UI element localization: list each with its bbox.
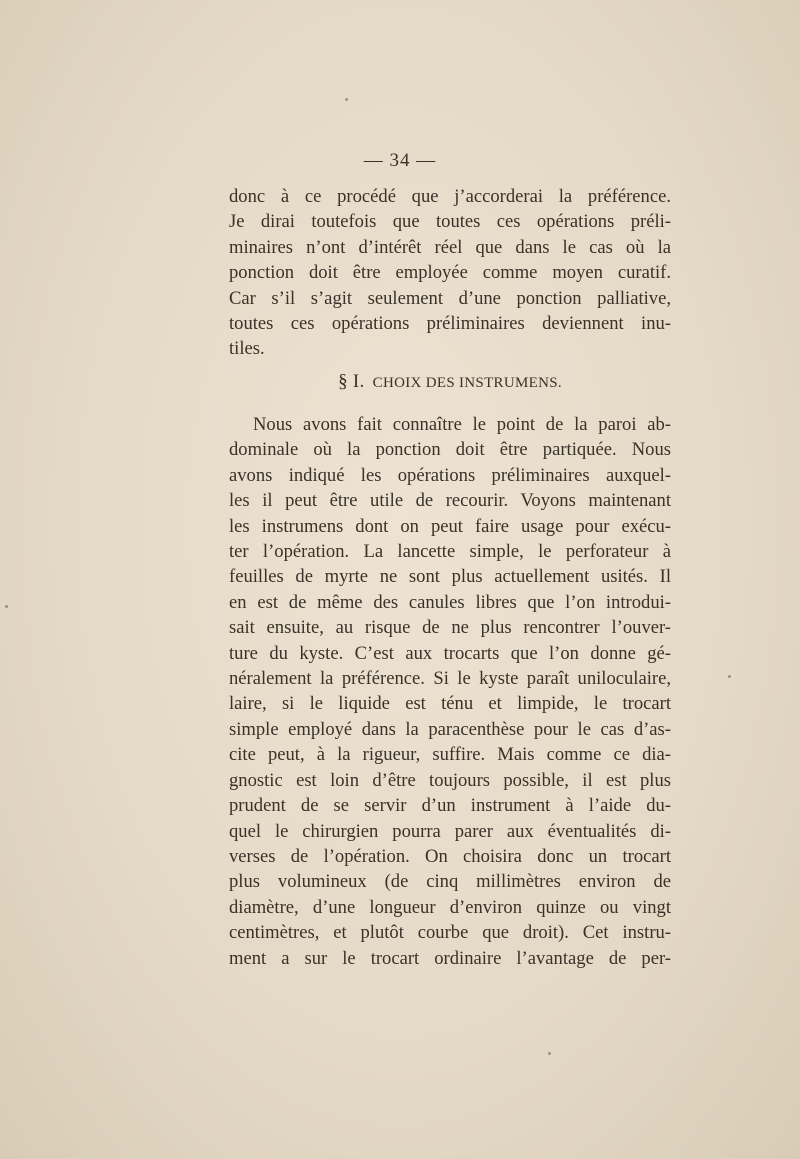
- text-line: ment a sur le trocart ordinaire l’avantage de per-: [229, 947, 671, 969]
- text-line: simple employé dans la paracenthèse pour le cas d’as-: [229, 718, 671, 740]
- text-line: avons indiqué les opérations préliminaires auxquel-: [229, 464, 671, 486]
- text-line: Je dirai toutefois que toutes ces opérations préli-: [229, 211, 671, 233]
- section-title: CHOIX DES INSTRUMENS.: [372, 375, 562, 391]
- text-line: prudent de se servir d’un instrument à l’aide du-: [229, 795, 671, 817]
- text-line: tiles.: [229, 338, 265, 360]
- text-line: cite peut, à la rigueur, suffire. Mais comme ce dia-: [229, 744, 671, 766]
- paper-speck: [345, 98, 348, 101]
- text-line: Car s’il s’agit seulement d’une ponction palliative,: [229, 287, 671, 309]
- text-line: donc à ce procédé que j’accorderai la préférence.: [229, 186, 671, 207]
- text-line: dominale où la ponction doit être partiquée. Nous: [229, 439, 671, 461]
- text-line: verses de l’opération. On choisira donc un trocart: [229, 845, 671, 867]
- text-line: toutes ces opérations préliminaires deviennent inu-: [229, 313, 671, 335]
- text-line: diamètre, d’une longueur d’environ quinze ou vingt: [229, 896, 671, 918]
- text-line: feuilles de myrte ne sont plus actuellement usités. Il: [229, 566, 671, 588]
- paper-speck: [5, 605, 8, 608]
- text-line: plus volumineux (de cinq millimètres environ de: [229, 871, 671, 893]
- text-line: ter l’opération. La lancette simple, le perforateur à: [229, 541, 671, 563]
- text-line: quel le chirurgien pourra parer aux éventualités di-: [229, 820, 671, 842]
- paper-speck: [548, 1052, 551, 1055]
- text-line: Nous avons fait connaître le point de la paroi ab-: [253, 414, 671, 435]
- page-number: — 34 —: [363, 150, 437, 171]
- paper-speck: [728, 675, 731, 678]
- section-heading: [229, 371, 671, 393]
- text-line: centimètres, et plutôt courbe que droit). Cet instru-: [229, 922, 671, 944]
- text-line: néralement la préférence. Si le kyste paraît uniloculaire,: [229, 668, 671, 690]
- text-line: les instrumens dont on peut faire usage pour exécu-: [229, 515, 671, 537]
- text-line: en est de même des canules libres que l’on introdui-: [229, 591, 671, 613]
- text-line: sait ensuite, au risque de ne plus rencontrer l’ouver-: [229, 617, 671, 639]
- text-line: ponction doit être employée comme moyen curatif.: [229, 262, 671, 284]
- text-line: les il peut être utile de recourir. Voyons maintenant: [229, 490, 671, 512]
- paragraph-1: [229, 184, 671, 362]
- text-line: gnostic est loin d’être toujours possible, il est plus: [229, 769, 671, 791]
- section-symbol: § I.: [338, 371, 365, 392]
- text-line: ture du kyste. C’est aux trocarts que l’on donne gé-: [229, 642, 671, 664]
- text-line: minaires n’ont d’intérêt réel que dans le cas où la: [229, 236, 671, 258]
- paragraph-2: [229, 412, 671, 971]
- text-line: laire, si le liquide est ténu et limpide, le trocart: [229, 693, 671, 715]
